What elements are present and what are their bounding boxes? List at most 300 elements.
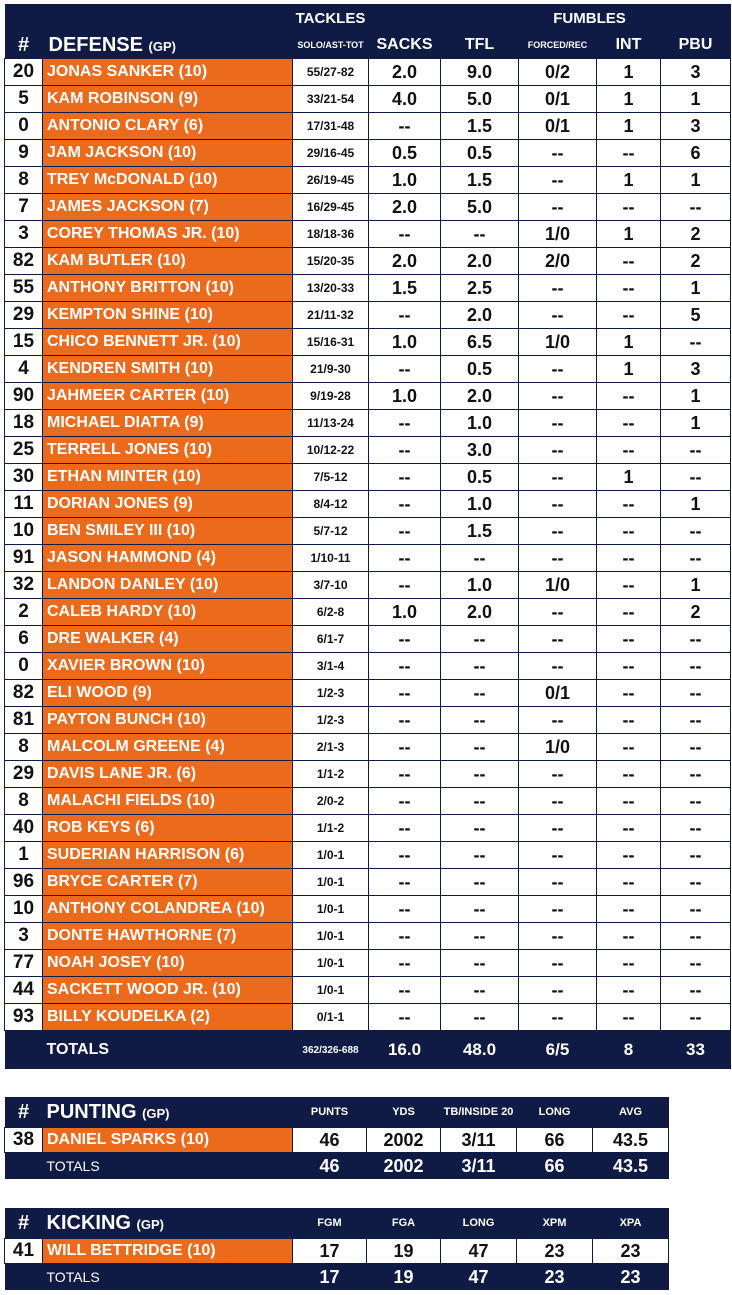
tackles-value: 9/19-28: [293, 383, 369, 410]
punting-section-title: PUNTING (GP): [43, 1097, 293, 1128]
fumbles-value: --: [519, 653, 597, 680]
fgm-header: FGM: [293, 1208, 367, 1239]
fumbles-value: --: [519, 437, 597, 464]
player-name: DONTE HAWTHORNE (7): [43, 923, 293, 950]
table-row: [5, 221, 731, 248]
fumbles-value: 0/2: [519, 59, 597, 86]
int-value: --: [597, 383, 661, 410]
player-number: 20: [5, 59, 43, 86]
tfl-value: --: [441, 653, 519, 680]
tfl-value: --: [441, 977, 519, 1004]
player-name: TREY McDONALD (10): [43, 167, 293, 194]
tackles-value: 2/1-3: [293, 734, 369, 761]
pbu-value: --: [661, 707, 731, 734]
pbu-value: 6: [661, 140, 731, 167]
fumbles-value: --: [519, 518, 597, 545]
player-number: 44: [5, 977, 43, 1004]
int-value: --: [597, 842, 661, 869]
player-name: JASON HAMMOND (4): [43, 545, 293, 572]
player-number: 18: [5, 410, 43, 437]
player-name: ETHAN MINTER (10): [43, 464, 293, 491]
tackles-value: 6/2-8: [293, 599, 369, 626]
table-row: [5, 707, 731, 734]
pbu-value: 2: [661, 221, 731, 248]
sacks-value: --: [369, 464, 441, 491]
tackles-value: 15/16-31: [293, 329, 369, 356]
player-name: MALCOLM GREENE (4): [43, 734, 293, 761]
fumbles-value: --: [519, 950, 597, 977]
player-number: 15: [5, 329, 43, 356]
fumbles-value: --: [519, 626, 597, 653]
sacks-value: --: [369, 356, 441, 383]
pbu-value: --: [661, 923, 731, 950]
defense-table: [4, 4, 731, 1069]
sacks-value: --: [369, 734, 441, 761]
player-number: 82: [5, 248, 43, 275]
tackles-value: 55/27-82: [293, 59, 369, 86]
fumbles-value: 1/0: [519, 572, 597, 599]
tackles-header: SOLO/AST-TOT: [293, 32, 369, 59]
int-value: 1: [597, 86, 661, 113]
fumbles-value: --: [519, 383, 597, 410]
tackles-value: 29/16-45: [293, 140, 369, 167]
int-value: --: [597, 680, 661, 707]
fumbles-value: --: [519, 275, 597, 302]
table-row: [5, 1239, 669, 1264]
tfl-value: --: [441, 680, 519, 707]
tackles-value: 16/29-45: [293, 194, 369, 221]
pbu-value: --: [661, 950, 731, 977]
player-name: JONAS SANKER (10): [43, 59, 293, 86]
tfl-value: --: [441, 761, 519, 788]
tackles-value: 6/1-7: [293, 626, 369, 653]
player-number: 0: [5, 653, 43, 680]
player-number: 32: [5, 572, 43, 599]
pbu-value: --: [661, 545, 731, 572]
xpm-value: 23: [517, 1239, 593, 1264]
tfl-value: --: [441, 626, 519, 653]
tfl-value: 5.0: [441, 86, 519, 113]
player-number: 8: [5, 734, 43, 761]
table-row: [5, 410, 731, 437]
sacks-value: --: [369, 626, 441, 653]
player-name: JAM JACKSON (10): [43, 140, 293, 167]
player-name: ELI WOOD (9): [43, 680, 293, 707]
player-name: ANTHONY BRITTON (10): [43, 275, 293, 302]
player-name: TERRELL JONES (10): [43, 437, 293, 464]
fumbles-value: 2/0: [519, 248, 597, 275]
int-value: 1: [597, 167, 661, 194]
int-value: --: [597, 896, 661, 923]
player-name: KAM BUTLER (10): [43, 248, 293, 275]
tackles-value: 1/2-3: [293, 680, 369, 707]
pbu-value: --: [661, 761, 731, 788]
tfl-value: 6.5: [441, 329, 519, 356]
tfl-value: --: [441, 950, 519, 977]
player-number: 40: [5, 815, 43, 842]
pbu-value: --: [661, 788, 731, 815]
tfl-value: --: [441, 1004, 519, 1031]
player-name: MICHAEL DIATTA (9): [43, 410, 293, 437]
int-value: --: [597, 545, 661, 572]
player-name: WILL BETTRIDGE (10): [43, 1239, 293, 1264]
fumbles-value: --: [519, 977, 597, 1004]
int-value: --: [597, 869, 661, 896]
sacks-value: 0.5: [369, 140, 441, 167]
tfl-value: 2.0: [441, 599, 519, 626]
player-name: DORIAN JONES (9): [43, 491, 293, 518]
pbu-value: --: [661, 518, 731, 545]
fumbles-value: --: [519, 869, 597, 896]
int-value: --: [597, 626, 661, 653]
sacks-value: --: [369, 923, 441, 950]
kicking-header-row: [5, 1208, 669, 1239]
xpm-header: XPM: [517, 1208, 593, 1239]
table-row: [5, 113, 731, 140]
tackles-value: 21/11-32: [293, 302, 369, 329]
fumbles-value: --: [519, 491, 597, 518]
table-row: [5, 923, 731, 950]
avg-value: 43.5: [593, 1128, 669, 1153]
fga-value: 19: [367, 1239, 441, 1264]
long-header: LONG: [517, 1097, 593, 1128]
pbu-value: 1: [661, 167, 731, 194]
player-number: 7: [5, 194, 43, 221]
table-row: [5, 248, 731, 275]
int-value: --: [597, 248, 661, 275]
player-number: 11: [5, 491, 43, 518]
pbu-value: --: [661, 815, 731, 842]
yds-value: 2002: [367, 1128, 441, 1153]
player-name: BRYCE CARTER (7): [43, 869, 293, 896]
totals-fumbles: 6/5: [519, 1031, 597, 1070]
totals-tfl: 48.0: [441, 1031, 519, 1070]
tackles-value: 26/19-45: [293, 167, 369, 194]
pbu-value: 1: [661, 572, 731, 599]
table-row: [5, 302, 731, 329]
tfl-value: --: [441, 788, 519, 815]
pbu-value: --: [661, 653, 731, 680]
player-name: XAVIER BROWN (10): [43, 653, 293, 680]
player-number: 6: [5, 626, 43, 653]
int-value: --: [597, 977, 661, 1004]
int-value: --: [597, 518, 661, 545]
sacks-value: --: [369, 788, 441, 815]
player-number: 30: [5, 464, 43, 491]
sacks-value: 1.5: [369, 275, 441, 302]
tb-inside20-value: 3/11: [441, 1128, 517, 1153]
defense-totals-row: [5, 1031, 731, 1070]
sacks-value: --: [369, 653, 441, 680]
fumbles-value: --: [519, 599, 597, 626]
int-value: 1: [597, 221, 661, 248]
tackles-value: 15/20-35: [293, 248, 369, 275]
fumbles-value: --: [519, 545, 597, 572]
player-number: 82: [5, 680, 43, 707]
table-row: [5, 815, 731, 842]
totals-long: 66: [517, 1153, 593, 1180]
punts-header: PUNTS: [293, 1097, 367, 1128]
tfl-value: --: [441, 545, 519, 572]
int-value: --: [597, 707, 661, 734]
player-name: DANIEL SPARKS (10): [43, 1128, 293, 1153]
fumbles-value: --: [519, 140, 597, 167]
sacks-value: --: [369, 977, 441, 1004]
pbu-value: 1: [661, 410, 731, 437]
int-value: --: [597, 1004, 661, 1031]
totals-xpa: 23: [593, 1264, 669, 1291]
pbu-value: --: [661, 1004, 731, 1031]
int-value: --: [597, 410, 661, 437]
player-name: SACKETT WOOD JR. (10): [43, 977, 293, 1004]
int-value: --: [597, 950, 661, 977]
tfl-value: --: [441, 221, 519, 248]
sacks-value: --: [369, 869, 441, 896]
player-name: COREY THOMAS JR. (10): [43, 221, 293, 248]
sacks-value: --: [369, 707, 441, 734]
tfl-value: 2.0: [441, 383, 519, 410]
fumbles-value: 0/1: [519, 680, 597, 707]
tfl-value: --: [441, 896, 519, 923]
defense-group-header-row: [5, 4, 731, 32]
totals-fgm: 17: [293, 1264, 367, 1291]
tackles-value: 1/0-1: [293, 842, 369, 869]
tackles-value: 13/20-33: [293, 275, 369, 302]
tfl-value: 1.5: [441, 518, 519, 545]
sacks-value: 2.0: [369, 194, 441, 221]
int-value: --: [597, 491, 661, 518]
player-name: KAM ROBINSON (9): [43, 86, 293, 113]
fumbles-value: --: [519, 410, 597, 437]
player-name: KEMPTON SHINE (10): [43, 302, 293, 329]
pbu-value: --: [661, 896, 731, 923]
table-row: [5, 329, 731, 356]
tfl-value: 1.5: [441, 167, 519, 194]
int-value: --: [597, 572, 661, 599]
fumbles-header: FORCED/REC: [519, 32, 597, 59]
player-number: 81: [5, 707, 43, 734]
totals-avg: 43.5: [593, 1153, 669, 1180]
tackles-value: 1/0-1: [293, 977, 369, 1004]
pbu-value: 2: [661, 599, 731, 626]
int-value: --: [597, 437, 661, 464]
int-value: --: [597, 653, 661, 680]
fumbles-value: 1/0: [519, 221, 597, 248]
tackles-value: 0/1-1: [293, 1004, 369, 1031]
table-row: [5, 599, 731, 626]
fumbles-value: --: [519, 842, 597, 869]
player-number: 1: [5, 842, 43, 869]
player-name: NOAH JOSEY (10): [43, 950, 293, 977]
tfl-value: --: [441, 869, 519, 896]
fumbles-value: --: [519, 815, 597, 842]
tfl-value: --: [441, 707, 519, 734]
table-row: [5, 1128, 669, 1153]
tfl-value: 0.5: [441, 356, 519, 383]
long-header: LONG: [441, 1208, 517, 1239]
tackles-value: 3/7-10: [293, 572, 369, 599]
player-number: 91: [5, 545, 43, 572]
sacks-value: --: [369, 518, 441, 545]
tackles-value: 1/1-2: [293, 815, 369, 842]
pbu-value: --: [661, 194, 731, 221]
tackles-group-label: TACKLES: [293, 4, 369, 32]
sacks-value: 2.0: [369, 248, 441, 275]
player-number: 90: [5, 383, 43, 410]
fumbles-value: --: [519, 788, 597, 815]
pbu-value: --: [661, 842, 731, 869]
tackles-value: 3/1-4: [293, 653, 369, 680]
player-name: MALACHI FIELDS (10): [43, 788, 293, 815]
table-row: [5, 383, 731, 410]
pbu-value: 1: [661, 491, 731, 518]
kicking-totals-row: [5, 1264, 669, 1291]
player-number: 8: [5, 167, 43, 194]
sacks-value: --: [369, 437, 441, 464]
tfl-value: 2.0: [441, 302, 519, 329]
tackles-value: 1/0-1: [293, 869, 369, 896]
pbu-header: PBU: [661, 32, 731, 59]
int-value: 1: [597, 329, 661, 356]
punting-header-row: [5, 1097, 669, 1128]
tackles-value: 1/10-11: [293, 545, 369, 572]
player-number: 9: [5, 140, 43, 167]
table-row: [5, 518, 731, 545]
table-row: [5, 140, 731, 167]
int-header: INT: [597, 32, 661, 59]
pbu-value: --: [661, 977, 731, 1004]
fumbles-value: --: [519, 707, 597, 734]
table-row: [5, 761, 731, 788]
fumbles-value: 0/1: [519, 113, 597, 140]
kicking-table: [4, 1208, 669, 1290]
totals-label: TOTALS: [43, 1153, 293, 1180]
fumbles-value: 0/1: [519, 86, 597, 113]
sacks-value: --: [369, 842, 441, 869]
punting-totals-row: [5, 1153, 669, 1180]
sacks-value: --: [369, 491, 441, 518]
avg-header: AVG: [593, 1097, 669, 1128]
long-value: 47: [441, 1239, 517, 1264]
int-value: 1: [597, 59, 661, 86]
tackles-value: 2/0-2: [293, 788, 369, 815]
player-number: 93: [5, 1004, 43, 1031]
player-number: 3: [5, 221, 43, 248]
fumbles-value: --: [519, 923, 597, 950]
xpa-value: 23: [593, 1239, 669, 1264]
sacks-value: --: [369, 302, 441, 329]
sacks-value: --: [369, 680, 441, 707]
pbu-value: --: [661, 680, 731, 707]
table-row: [5, 572, 731, 599]
sacks-value: 2.0: [369, 59, 441, 86]
sacks-value: 1.0: [369, 167, 441, 194]
pbu-value: 3: [661, 59, 731, 86]
pbu-value: --: [661, 329, 731, 356]
tfl-value: 9.0: [441, 59, 519, 86]
totals-fga: 19: [367, 1264, 441, 1291]
tackles-value: 33/21-54: [293, 86, 369, 113]
totals-pbu: 33: [661, 1031, 731, 1070]
tackles-value: 1/0-1: [293, 923, 369, 950]
player-number: 38: [5, 1128, 43, 1153]
tfl-value: --: [441, 734, 519, 761]
player-name: SUDERIAN HARRISON (6): [43, 842, 293, 869]
int-value: 1: [597, 356, 661, 383]
fumbles-value: --: [519, 464, 597, 491]
pbu-value: --: [661, 464, 731, 491]
player-name: CALEB HARDY (10): [43, 599, 293, 626]
totals-sacks: 16.0: [369, 1031, 441, 1070]
sacks-value: --: [369, 572, 441, 599]
sacks-value: --: [369, 410, 441, 437]
int-value: --: [597, 194, 661, 221]
table-row: [5, 275, 731, 302]
tfl-value: --: [441, 842, 519, 869]
int-value: --: [597, 923, 661, 950]
table-row: [5, 1004, 731, 1031]
player-number: 96: [5, 869, 43, 896]
tackles-value: 5/7-12: [293, 518, 369, 545]
table-row: [5, 464, 731, 491]
int-value: --: [597, 734, 661, 761]
pbu-value: --: [661, 869, 731, 896]
punting-table: [4, 1097, 669, 1179]
fumbles-value: --: [519, 356, 597, 383]
int-value: 1: [597, 113, 661, 140]
player-number: 8: [5, 788, 43, 815]
sacks-value: 1.0: [369, 329, 441, 356]
tackles-value: 1/2-3: [293, 707, 369, 734]
totals-yds: 2002: [367, 1153, 441, 1180]
pbu-value: 5: [661, 302, 731, 329]
sacks-header: SACKS: [369, 32, 441, 59]
tfl-value: 0.5: [441, 464, 519, 491]
player-name: DRE WALKER (4): [43, 626, 293, 653]
sacks-value: --: [369, 815, 441, 842]
totals-tackles: 362/326-688: [293, 1031, 369, 1070]
fumbles-value: --: [519, 302, 597, 329]
tfl-value: 2.0: [441, 248, 519, 275]
int-value: --: [597, 302, 661, 329]
fumbles-value: --: [519, 896, 597, 923]
int-value: --: [597, 275, 661, 302]
sacks-value: --: [369, 896, 441, 923]
sacks-value: --: [369, 113, 441, 140]
pbu-value: 1: [661, 86, 731, 113]
player-number: 5: [5, 86, 43, 113]
sacks-value: 1.0: [369, 383, 441, 410]
player-number: 29: [5, 761, 43, 788]
pbu-value: 3: [661, 356, 731, 383]
totals-tb-inside20: 3/11: [441, 1153, 517, 1180]
player-number: 55: [5, 275, 43, 302]
int-value: 1: [597, 464, 661, 491]
player-name: KENDREN SMITH (10): [43, 356, 293, 383]
int-value: --: [597, 140, 661, 167]
tackles-value: 21/9-30: [293, 356, 369, 383]
fumbles-value: --: [519, 167, 597, 194]
player-number: 29: [5, 302, 43, 329]
pbu-value: 1: [661, 275, 731, 302]
long-value: 66: [517, 1128, 593, 1153]
tfl-value: --: [441, 815, 519, 842]
table-row: [5, 167, 731, 194]
table-row: [5, 59, 731, 86]
int-value: --: [597, 788, 661, 815]
sacks-value: --: [369, 221, 441, 248]
fumbles-value: --: [519, 1004, 597, 1031]
